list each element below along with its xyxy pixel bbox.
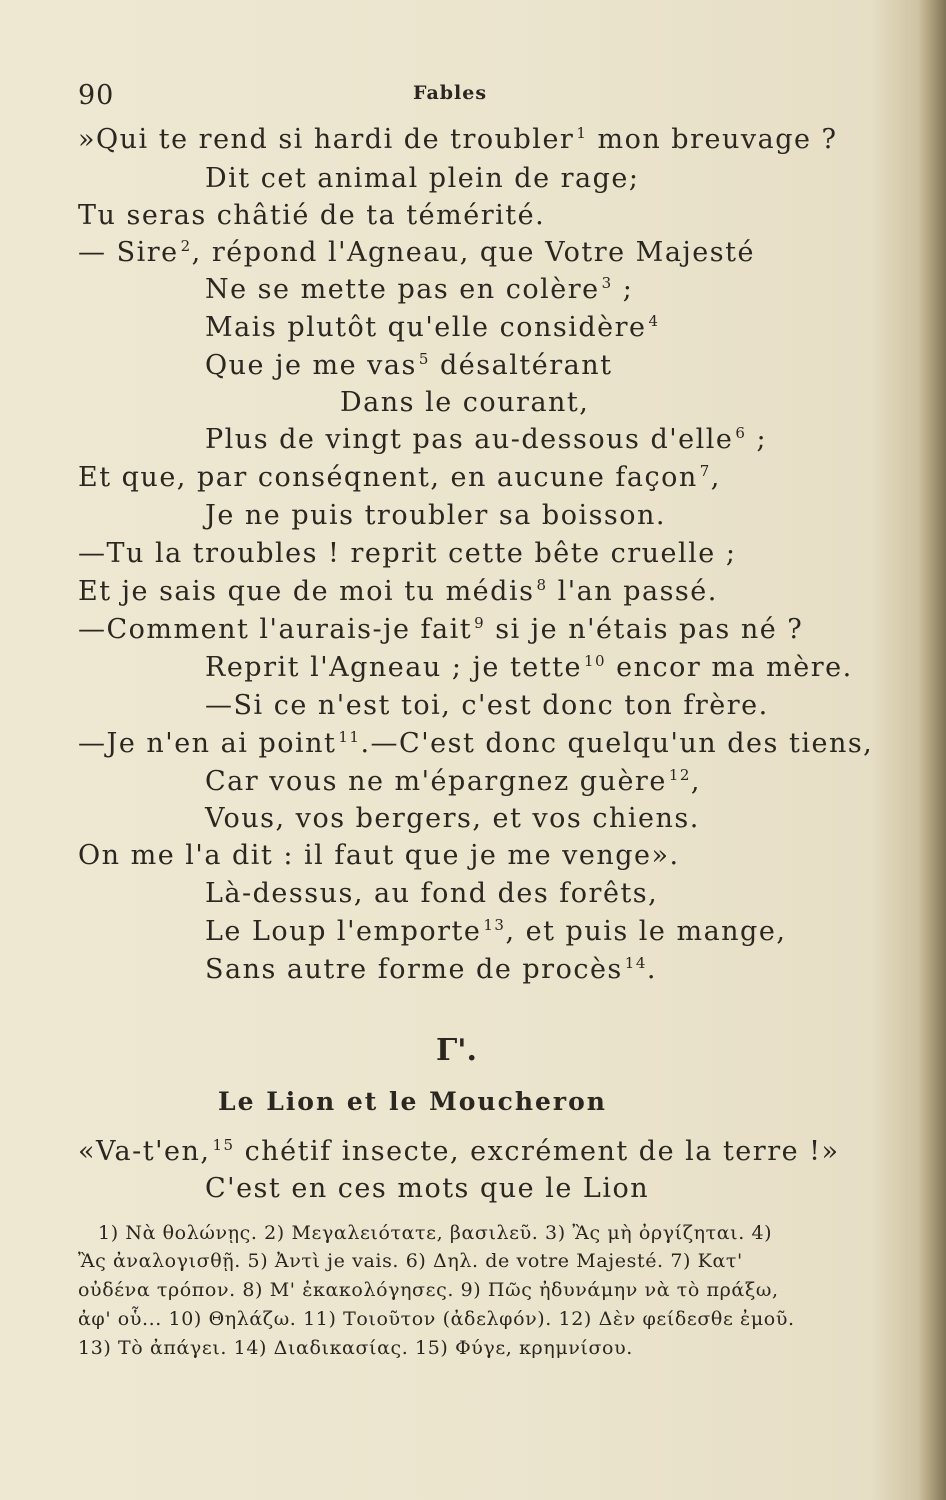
- footnote-line: 1) Νὰ θολώνῃς. 2) Μεγαλειότατε, βασιλεῦ. 3) Ἂς μὴ ὀργίζηται. 4): [98, 1222, 773, 1244]
- footnote-line: οὐδένα τρόπον. 8) Μ' ἐκακολόγησες. 9) Πῶς ἠδυνάμην νὰ τὸ πράξω,: [78, 1279, 779, 1301]
- verse-line: Je ne puis troubler sa boisson.: [205, 500, 667, 531]
- verse-line: Le Loup l'emporte $^{13}$, et puis le mange,: [205, 916, 787, 947]
- footnote-line: Ἂς ἀναλογισθῇ. 5) Ἀντὶ je vais. 6) Δηλ. de votre Majesté. 7) Κατ': [78, 1250, 743, 1272]
- verse-line: —Comment l'aurais-je fait $^9$ si je n'étais pas né ?: [78, 614, 804, 645]
- page-number: 90: [78, 80, 115, 111]
- section-number: Γ'.: [436, 1033, 477, 1068]
- poem-title: Le Lion et le Moucheron: [218, 1087, 607, 1116]
- verse-line: Reprit l'Agneau ; je tette $^{10}$ encor ma mère.: [205, 652, 853, 683]
- verse-line: On me l'a dit : il faut que je me venge».: [78, 840, 680, 871]
- verse-line: — Sire $^2$, répond l'Agneau, que Votre Majesté: [78, 237, 755, 268]
- verse-line: Sans autre forme de procès $^{14}$.: [205, 954, 657, 985]
- footnote-line: ἀφ' οὗ... 10) Θηλάζω. 11) Τοιοῦτον (ἀδελφόν). 12) Δὲν φείδεσθε ἐμοῦ.: [78, 1308, 795, 1330]
- verse-line: Et que, par conséqnent, en aucune façon $^7$,: [78, 462, 721, 493]
- verse-line: Mais plutôt qu'elle considère $^4$: [205, 312, 660, 343]
- verse-line: Et je sais que de moi tu médis $^8$ l'an passé.: [78, 576, 718, 607]
- verse-line: C'est en ces mots que le Lion: [205, 1173, 650, 1204]
- verse-line: Ne se mette pas en colère $^3$ ;: [205, 274, 634, 305]
- footnote-line: 13) Τὸ ἀπάγει. 14) Διαδικασίας. 15) Φύγε, κρημνίσου.: [78, 1337, 633, 1359]
- running-title: Fables: [413, 82, 488, 104]
- verse-line: —Si ce n'est toi, c'est donc ton frère.: [205, 690, 769, 721]
- verse-line: Plus de vingt pas au-dessous d'elle $^6$ ;: [205, 424, 768, 455]
- verse-line: »Qui te rend si hardi de troubler $^1$ mon breuvage ?: [78, 124, 838, 155]
- verse-line: Vous, vos bergers, et vos chiens.: [205, 803, 700, 834]
- verse-line: Dit cet animal plein de rage;: [205, 163, 640, 194]
- page-edge-shadow: [918, 0, 946, 1500]
- verse-line: —Tu la troubles ! reprit cette bête cruelle ;: [78, 538, 737, 569]
- verse-line: Là-dessus, au fond des forêts,: [205, 878, 659, 909]
- verse-line: Que je me vas $^5$ désaltérant: [205, 350, 613, 381]
- verse-line: Tu seras châtié de ta témérité.: [78, 200, 546, 231]
- verse-line: —Je n'en ai point $^{11}$.—C'est donc quelqu'un des tiens,: [78, 728, 874, 759]
- verse-line: «Va-t'en, $^{15}$ chétif insecte, excrément de la terre !»: [78, 1136, 840, 1167]
- page-header: [78, 80, 818, 116]
- verse-line: Dans le courant,: [340, 387, 590, 418]
- verse-line: Car vous ne m'épargnez guère $^{12}$,: [205, 766, 702, 797]
